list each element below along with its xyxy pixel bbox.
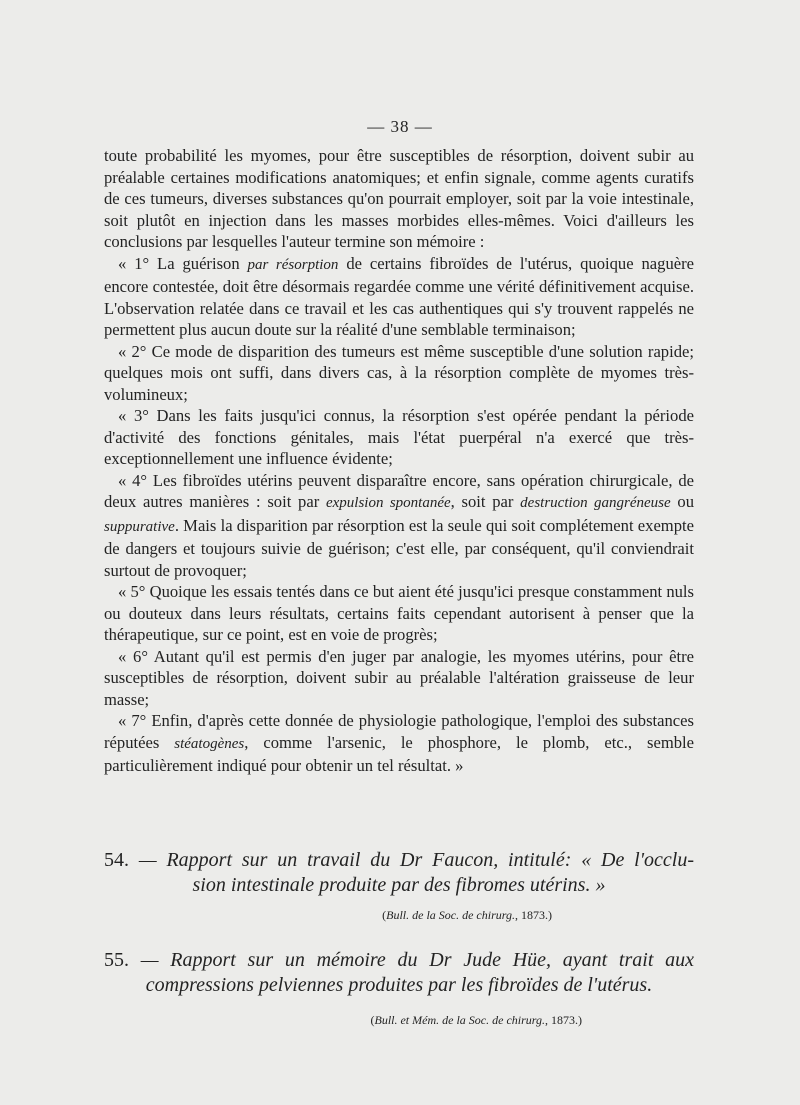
bibliography-entry-54 <box>104 848 694 898</box>
conclusion-2: « 2° Ce mode de disparition des tumeurs est même susceptible d'une solution rapide; quelques mois ont suffi, dans divers cas, à la résorption complète de myomes très-volumineux; <box>104 341 694 404</box>
conclusion-3: « 3° Dans les faits jusqu'ici connus, la résorption s'est opérée pendant la période d'activité des fonctions génitales, mais l'état puerpéral n'a exercé que très-exceptionnellement une influence évidente; <box>104 406 694 468</box>
emphasis: par résorption <box>247 256 339 273</box>
emphasis: stéatogènes <box>174 735 245 752</box>
intro-paragraph: toute probabilité les myomes, pour être susceptibles de résorption, doivent subir au préalable certaines modifications anatomiques; et enfin signale, comme agents curatifs de ces tumeurs, diverses substances qu'on pourrait employer, soit par la voie intestinale, soit plutôt en injection dans les masses morbides elles-mêmes. Voici d'ailleurs les conclusions par lesquelles l'auteur termine son mémoire : <box>104 146 694 251</box>
entry-number: 54. <box>104 849 129 871</box>
page-number: — 38 — <box>367 117 433 136</box>
conclusion-6: « 6° Autant qu'il est permis d'en juger par analogie, les myomes utérins, pour être susceptibles de résorption, doivent subir au préalable l'altération graisseuse de leur masse; <box>104 646 694 709</box>
emphasis: suppurative <box>104 518 175 535</box>
entry-reference-55: (Bull. et Mém. de la Soc. de chirurg., 1873.) <box>370 1013 582 1027</box>
entry-title-line-1: — Rapport sur un travail du Dr Faucon, intitulé: « De l'occlu- <box>129 849 694 871</box>
entry-reference-54: (Bull. de la Soc. de chirurg., 1873.) <box>382 908 552 922</box>
conclusion-1: « 1° La guérison par résorption de certains fibroïdes de l'utérus, quoique naguère encore contestée, doit être désormais regardée comme une vérité définitivement acquise. L'observation relatée dans ce travail et les cas authentiques qui s'y trouvent rappelés ne permettent plus aucun doute sur la réalité d'une semblable terminaison; <box>104 253 694 339</box>
entry-number: 55. <box>104 949 129 971</box>
conclusion-4: « 4° Les fibroïdes utérins peuvent disparaître encore, sans opération chirurgicale, de deux autres manières : soit par expulsion spontanée, soit par destruction gangréneuse ou suppurative. Mais la disparition par résorption est la seule qui soit complétement exempte de dangers et toujours suivie de guérison; c'est elle, par conséquent, qu'il conviendrait surtout de provoquer; <box>104 470 694 580</box>
entry-title-line-2: sion intestinale produite par des fibromes utérins. » <box>192 874 606 896</box>
body-text <box>104 145 694 777</box>
entry-title-line-2: compressions pelviennes produites par les fibroïdes de l'utérus. <box>145 974 653 996</box>
emphasis: expulsion spontanée <box>325 495 451 511</box>
emphasis: destruction gangréneuse <box>520 495 671 511</box>
conclusion-7: « 7° Enfin, d'après cette donnée de physiologie pathologique, l'emploi des substances réputées stéatogènes, comme l'arsenic, le phosphore, le plomb, etc., semble particulièrement indiqué pour obtenir un tel résultat. » <box>104 711 695 775</box>
conclusion-5: « 5° Quoique les essais tentés dans ce but aient été jusqu'ici presque constamment nuls ou douteux dans leurs résultats, certains faits cependant autorisent à penser que la thérapeutique, sur ce point, est en voie de progrès; <box>104 582 694 644</box>
entry-title-line-1: — Rapport sur un mémoire du Dr Jude Hüe, ayant trait aux <box>129 949 694 971</box>
bibliography-entry-55 <box>104 948 694 998</box>
